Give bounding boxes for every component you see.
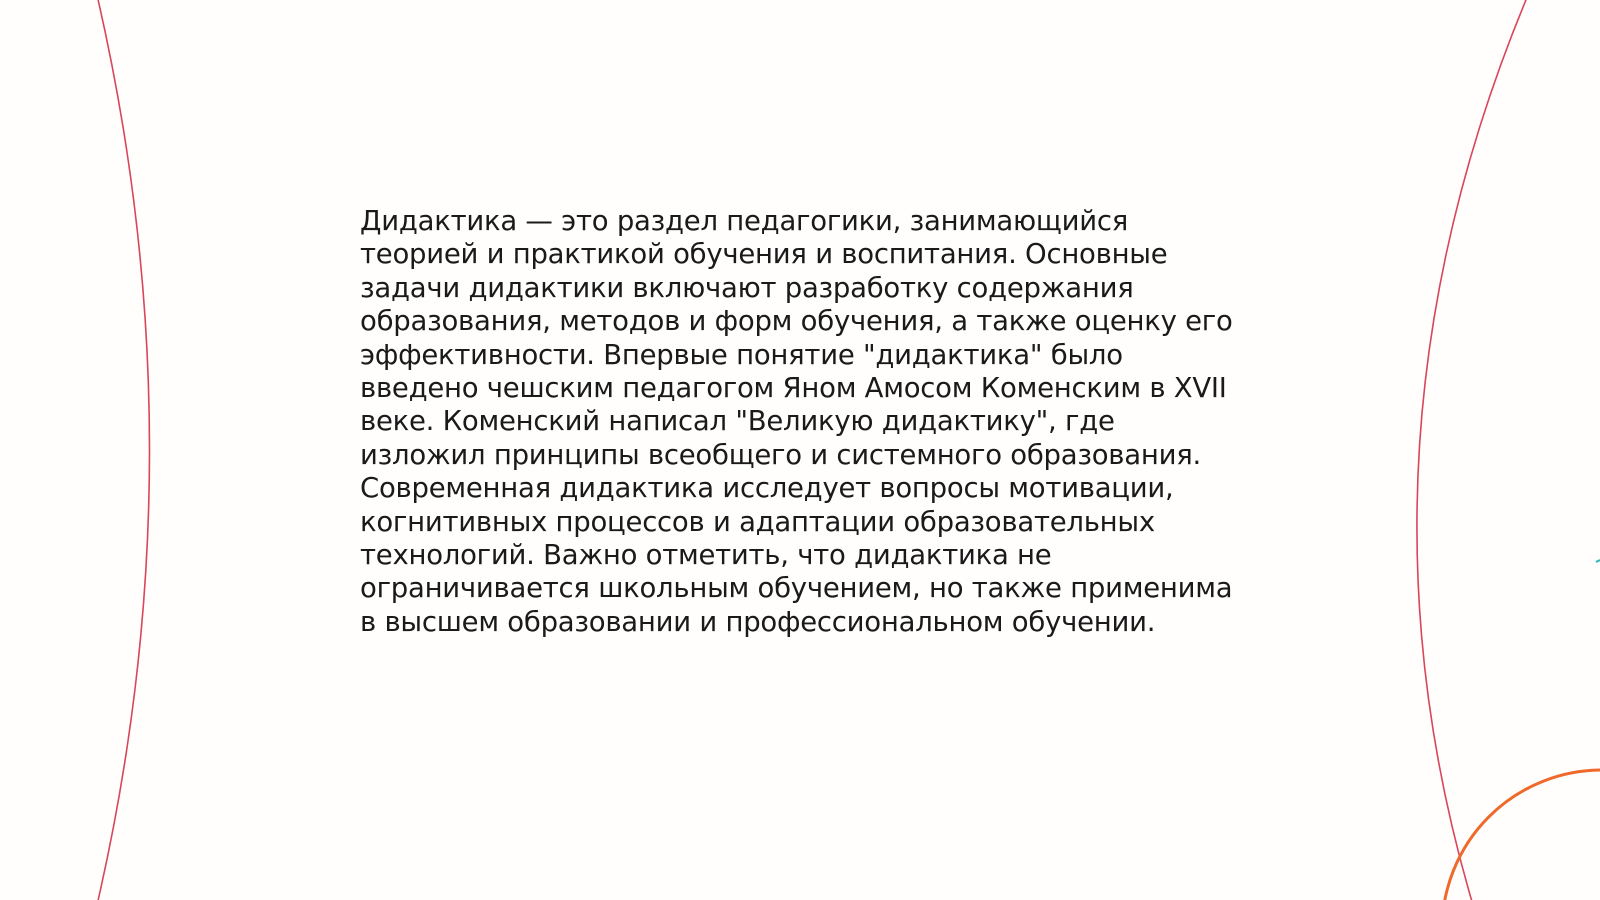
main-paragraph: Дидактика — это раздел педагогики, занимающийся теорией и практикой обучения и воспитания. Основные задачи дидактики включают разработку содержания образования, методов и форм обучения, а также оценку его эффективности. Впервые понятие "дидактика" было введено чешским педагогом Яном Амосом Коменским в XVII веке. Коменский написал "Великую дидактику", где изложил принципы всеобщего и системного образования. Современная дидактика исследует вопросы мотивации, когнитивных процессов и адаптации образовательных технологий. Важно отметить, что дидактика не ограничивается школьным обучением, но также применима в высшем образовании и профессиональном обучении. bbox=[360, 205, 1233, 638]
left-curve bbox=[97, 0, 150, 900]
orange-arc bbox=[1442, 770, 1600, 900]
teal-mark bbox=[1596, 560, 1600, 562]
right-curve bbox=[1417, 0, 1528, 900]
